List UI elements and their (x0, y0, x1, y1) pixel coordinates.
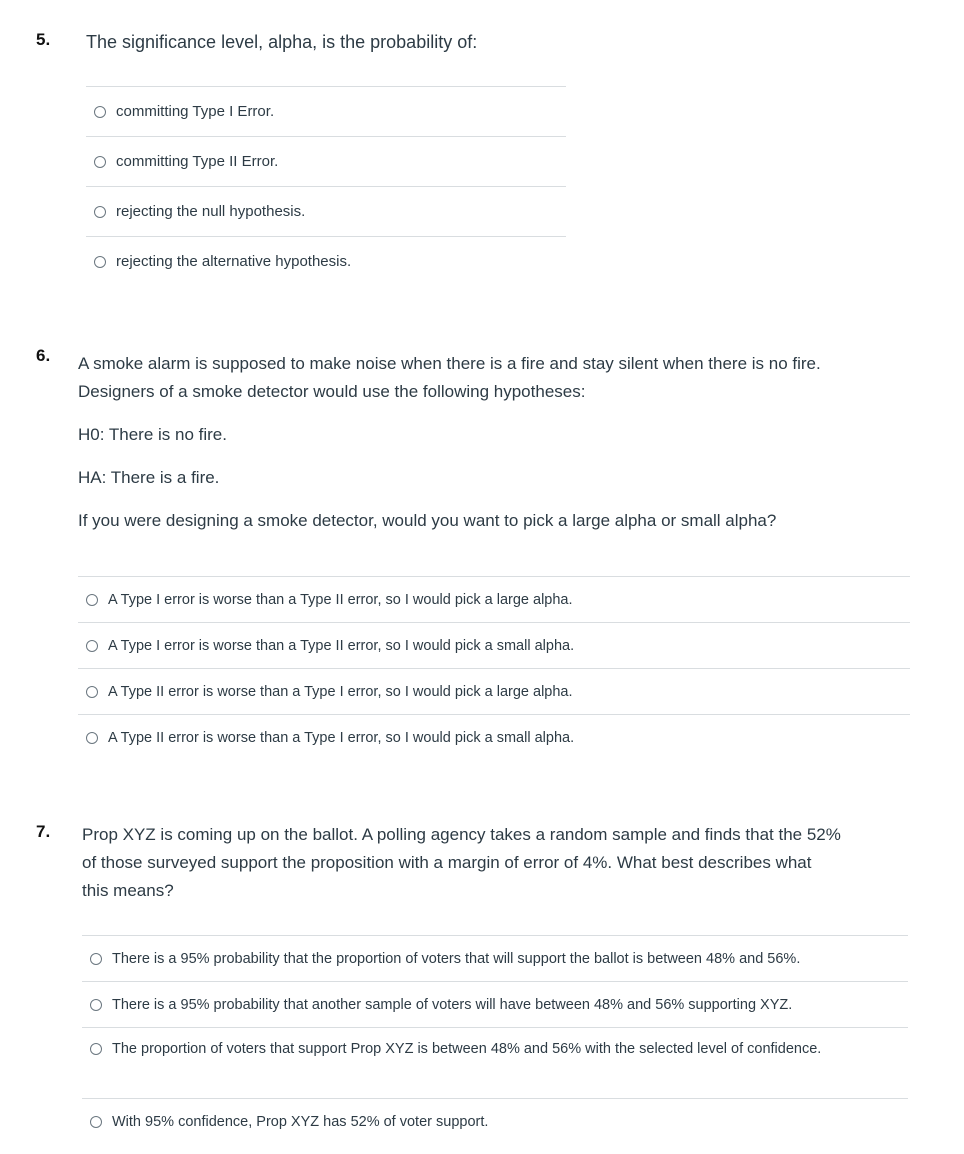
question-prompt-line: of those surveyed support the proposition with a margin of error of 4%. What best describes what (82, 853, 812, 872)
answer-label: committing Type II Error. (116, 152, 279, 170)
question-prompt-line: Prop XYZ is coming up on the ballot. A polling agency takes a random sample and finds that the 52% (82, 825, 841, 844)
answer-option-a[interactable] (82, 935, 908, 981)
radio-button[interactable] (94, 256, 106, 268)
radio-button[interactable] (94, 106, 106, 118)
hypothesis-alternative: HA: There is a fire. (78, 468, 220, 487)
radio-button[interactable] (94, 206, 106, 218)
question-prompt: The significance level, alpha, is the probability of: (86, 32, 478, 52)
radio-button[interactable] (90, 1043, 102, 1055)
question-text (78, 350, 918, 535)
hypothesis-null: H0: There is no fire. (78, 425, 227, 444)
answer-option-a[interactable] (86, 86, 566, 136)
question-prompt-line: A smoke alarm is supposed to make noise when there is a fire and stay silent when there is no fire. (78, 354, 821, 373)
answer-list (86, 86, 566, 286)
answer-option-b[interactable] (86, 136, 566, 186)
radio-button[interactable] (86, 594, 98, 606)
answer-label: A Type II error is worse than a Type I error, so I would pick a small alpha. (108, 729, 575, 746)
answer-label: There is a 95% probability that the proportion of voters that will support the ballot is between 48% and 56%. (112, 950, 801, 967)
radio-button[interactable] (86, 640, 98, 652)
radio-button[interactable] (90, 953, 102, 965)
question-prompt-line: this means? (82, 881, 174, 900)
answer-label: committing Type I Error. (116, 102, 275, 120)
question-prompt-line: If you were designing a smoke detector, would you want to pick a large alpha or small alpha? (78, 511, 777, 530)
answer-option-d[interactable] (86, 236, 566, 286)
answer-option-d[interactable] (78, 714, 910, 760)
answer-label: There is a 95% probability that another sample of voters will have between 48% and 56% supporting XYZ. (112, 996, 793, 1013)
radio-button[interactable] (86, 732, 98, 744)
answer-list (78, 576, 910, 760)
question-number: 6. (36, 346, 51, 365)
answer-option-c[interactable] (78, 668, 910, 714)
question-prompt-line: Designers of a smoke detector would use the following hypotheses: (78, 382, 586, 401)
answer-label: A Type I error is worse than a Type II error, so I would pick a large alpha. (108, 591, 573, 608)
answer-option-b[interactable] (78, 622, 910, 668)
answer-list (82, 935, 908, 1144)
question-text (82, 821, 922, 905)
answer-label: A Type II error is worse than a Type I error, so I would pick a large alpha. (108, 683, 573, 700)
answer-option-d[interactable] (82, 1098, 908, 1144)
answer-option-c[interactable] (82, 1027, 908, 1098)
answer-label: rejecting the null hypothesis. (116, 202, 306, 220)
answer-label: rejecting the alternative hypothesis. (116, 252, 352, 270)
answer-option-b[interactable] (82, 981, 908, 1027)
question-number: 5. (36, 30, 51, 49)
radio-button[interactable] (90, 999, 102, 1011)
radio-button[interactable] (90, 1116, 102, 1128)
radio-button[interactable] (94, 156, 106, 168)
answer-label: With 95% confidence, Prop XYZ has 52% of voter support. (112, 1113, 489, 1130)
question-number: 7. (36, 822, 51, 841)
answer-option-c[interactable] (86, 186, 566, 236)
radio-button[interactable] (86, 686, 98, 698)
answer-label: A Type I error is worse than a Type II error, so I would pick a small alpha. (108, 637, 575, 654)
answer-label: The proportion of voters that support Prop XYZ is between 48% and 56% with the selected level of confidence. (112, 1041, 822, 1057)
question-text (86, 28, 477, 56)
answer-option-a[interactable] (78, 576, 910, 622)
